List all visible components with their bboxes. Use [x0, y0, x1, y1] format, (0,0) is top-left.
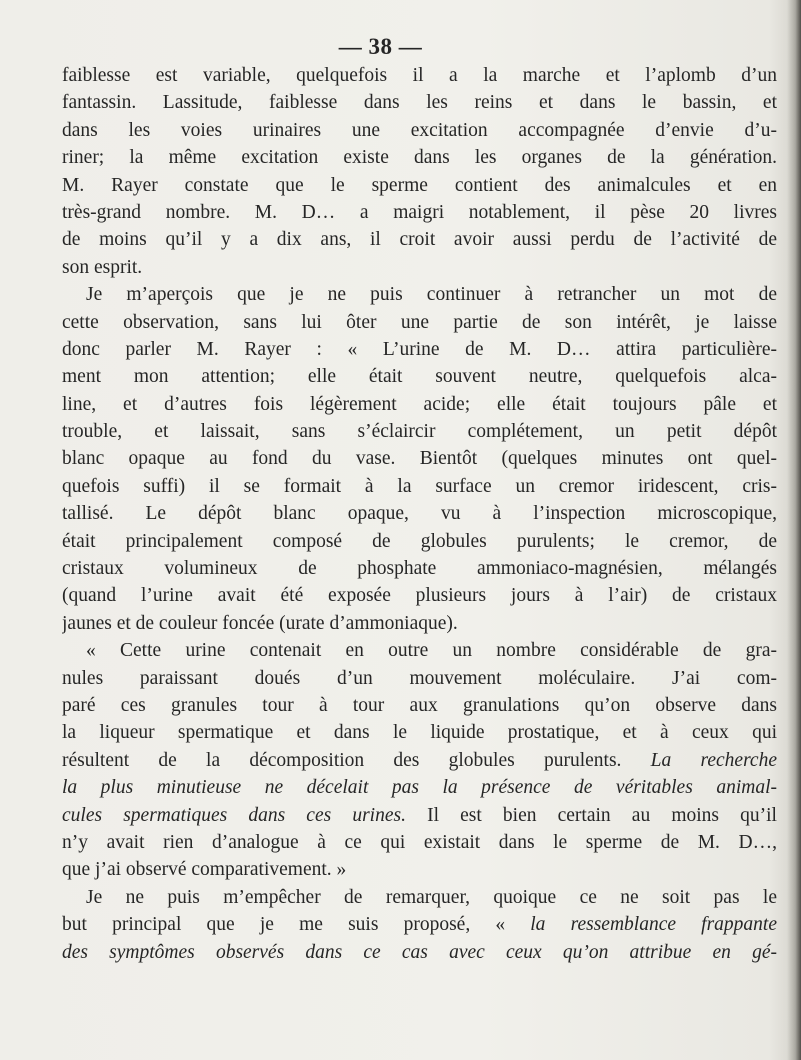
text-line: son esprit.: [62, 256, 143, 278]
text-line: que j’ai observé comparativement. »: [62, 859, 347, 881]
text-line: (quand l’urine avait été exposée plusieurs jours à l’air) de cristaux: [62, 585, 777, 607]
text-line: cette observation, sans lui ôter une partie de son intérêt, je laisse: [62, 311, 777, 333]
italic-text: des symptômes observés dans ce cas avec ceux qu’on attribue en gé-: [62, 941, 777, 963]
text-line: résultent de la décomposition des globules purulents. La recherche: [62, 749, 777, 771]
text-line: la liqueur spermatique et dans le liquide prostatique, et à ceux qui: [62, 722, 777, 744]
text-line: cristaux volumineux de phosphate ammoniaco-magnésien, mélangés: [62, 558, 777, 580]
italic-text: la plus minutieuse ne décelait pas la présence de véritables animal-: [62, 777, 777, 799]
text-line: line, et d’autres fois légèrement acide; elle était toujours pâle et: [62, 393, 777, 415]
italic-text: cules spermatiques dans ces urines.: [62, 804, 406, 826]
body-text: [62, 62, 777, 966]
page-edge-shadow: [787, 0, 801, 1060]
text-line: cules spermatiques dans ces urines. Il est bien certain au moins qu’il: [62, 804, 777, 826]
text-line: jaunes et de couleur foncée (urate d’ammoniaque).: [62, 612, 458, 634]
text-line: trouble, et laissait, sans s’éclaircir complétement, un petit dépôt: [62, 421, 777, 443]
italic-text: la ressemblance frappante: [530, 914, 777, 936]
text-line: très-grand nombre. M. D… a maigri notablement, il pèse 20 livres: [62, 201, 777, 223]
text-line: blanc opaque au fond du vase. Bientôt (quelques minutes ont quel-: [62, 448, 777, 470]
text-line: ment mon attention; elle était souvent neutre, quelquefois alca-: [62, 366, 777, 388]
text-line: « Cette urine contenait en outre un nombre considérable de gra-: [86, 640, 777, 662]
text-line: n’y avait rien d’analogue à ce qui existait dans le sperme de M. D…,: [62, 831, 777, 853]
text-line: donc parler M. Rayer : « L’urine de M. D… attira particulière-: [62, 338, 777, 360]
text-line: fantassin. Lassitude, faiblesse dans les reins et dans le bassin, et: [62, 92, 777, 114]
text-line: [62, 774, 777, 801]
text-line: faiblesse est variable, quelquefois il a la marche et l’aplomb d’un: [62, 65, 777, 86]
text-line: Je ne puis m’empêcher de remarquer, quoique ce ne soit pas le: [86, 886, 777, 908]
text-line: était principalement composé de globules purulents; le cremor, de: [62, 530, 777, 552]
text-line: dans les voies urinaires une excitation accompagnée d’envie d’u-: [62, 119, 777, 141]
page-number: — 38 —: [338, 34, 423, 59]
text-line: Je m’aperçois que je ne puis continuer à retrancher un mot de: [86, 284, 777, 306]
text-line: M. Rayer constate que le sperme contient des animalcules et en: [62, 174, 777, 196]
text-line: nules paraissant doués d’un mouvement moléculaire. J’ai com-: [62, 667, 777, 689]
text-line: paré ces granules tour à tour aux granulations qu’on observe dans: [62, 694, 777, 716]
text-line: but principal que je me suis proposé, « la ressemblance frappante: [62, 914, 777, 936]
text-line: tallisé. Le dépôt blanc opaque, vu à l’inspection microscopique,: [62, 503, 777, 525]
text-line: [62, 939, 777, 966]
italic-text: La recherche: [650, 749, 777, 771]
text-line: riner; la même excitation existe dans les organes de la génération.: [62, 147, 777, 169]
text-line: de moins qu’il y a dix ans, il croit avoir aussi perdu de l’activité de: [62, 229, 777, 251]
text-line: quefois suffi) il se formait à la surface un cremor iridescent, cris-: [62, 475, 777, 497]
